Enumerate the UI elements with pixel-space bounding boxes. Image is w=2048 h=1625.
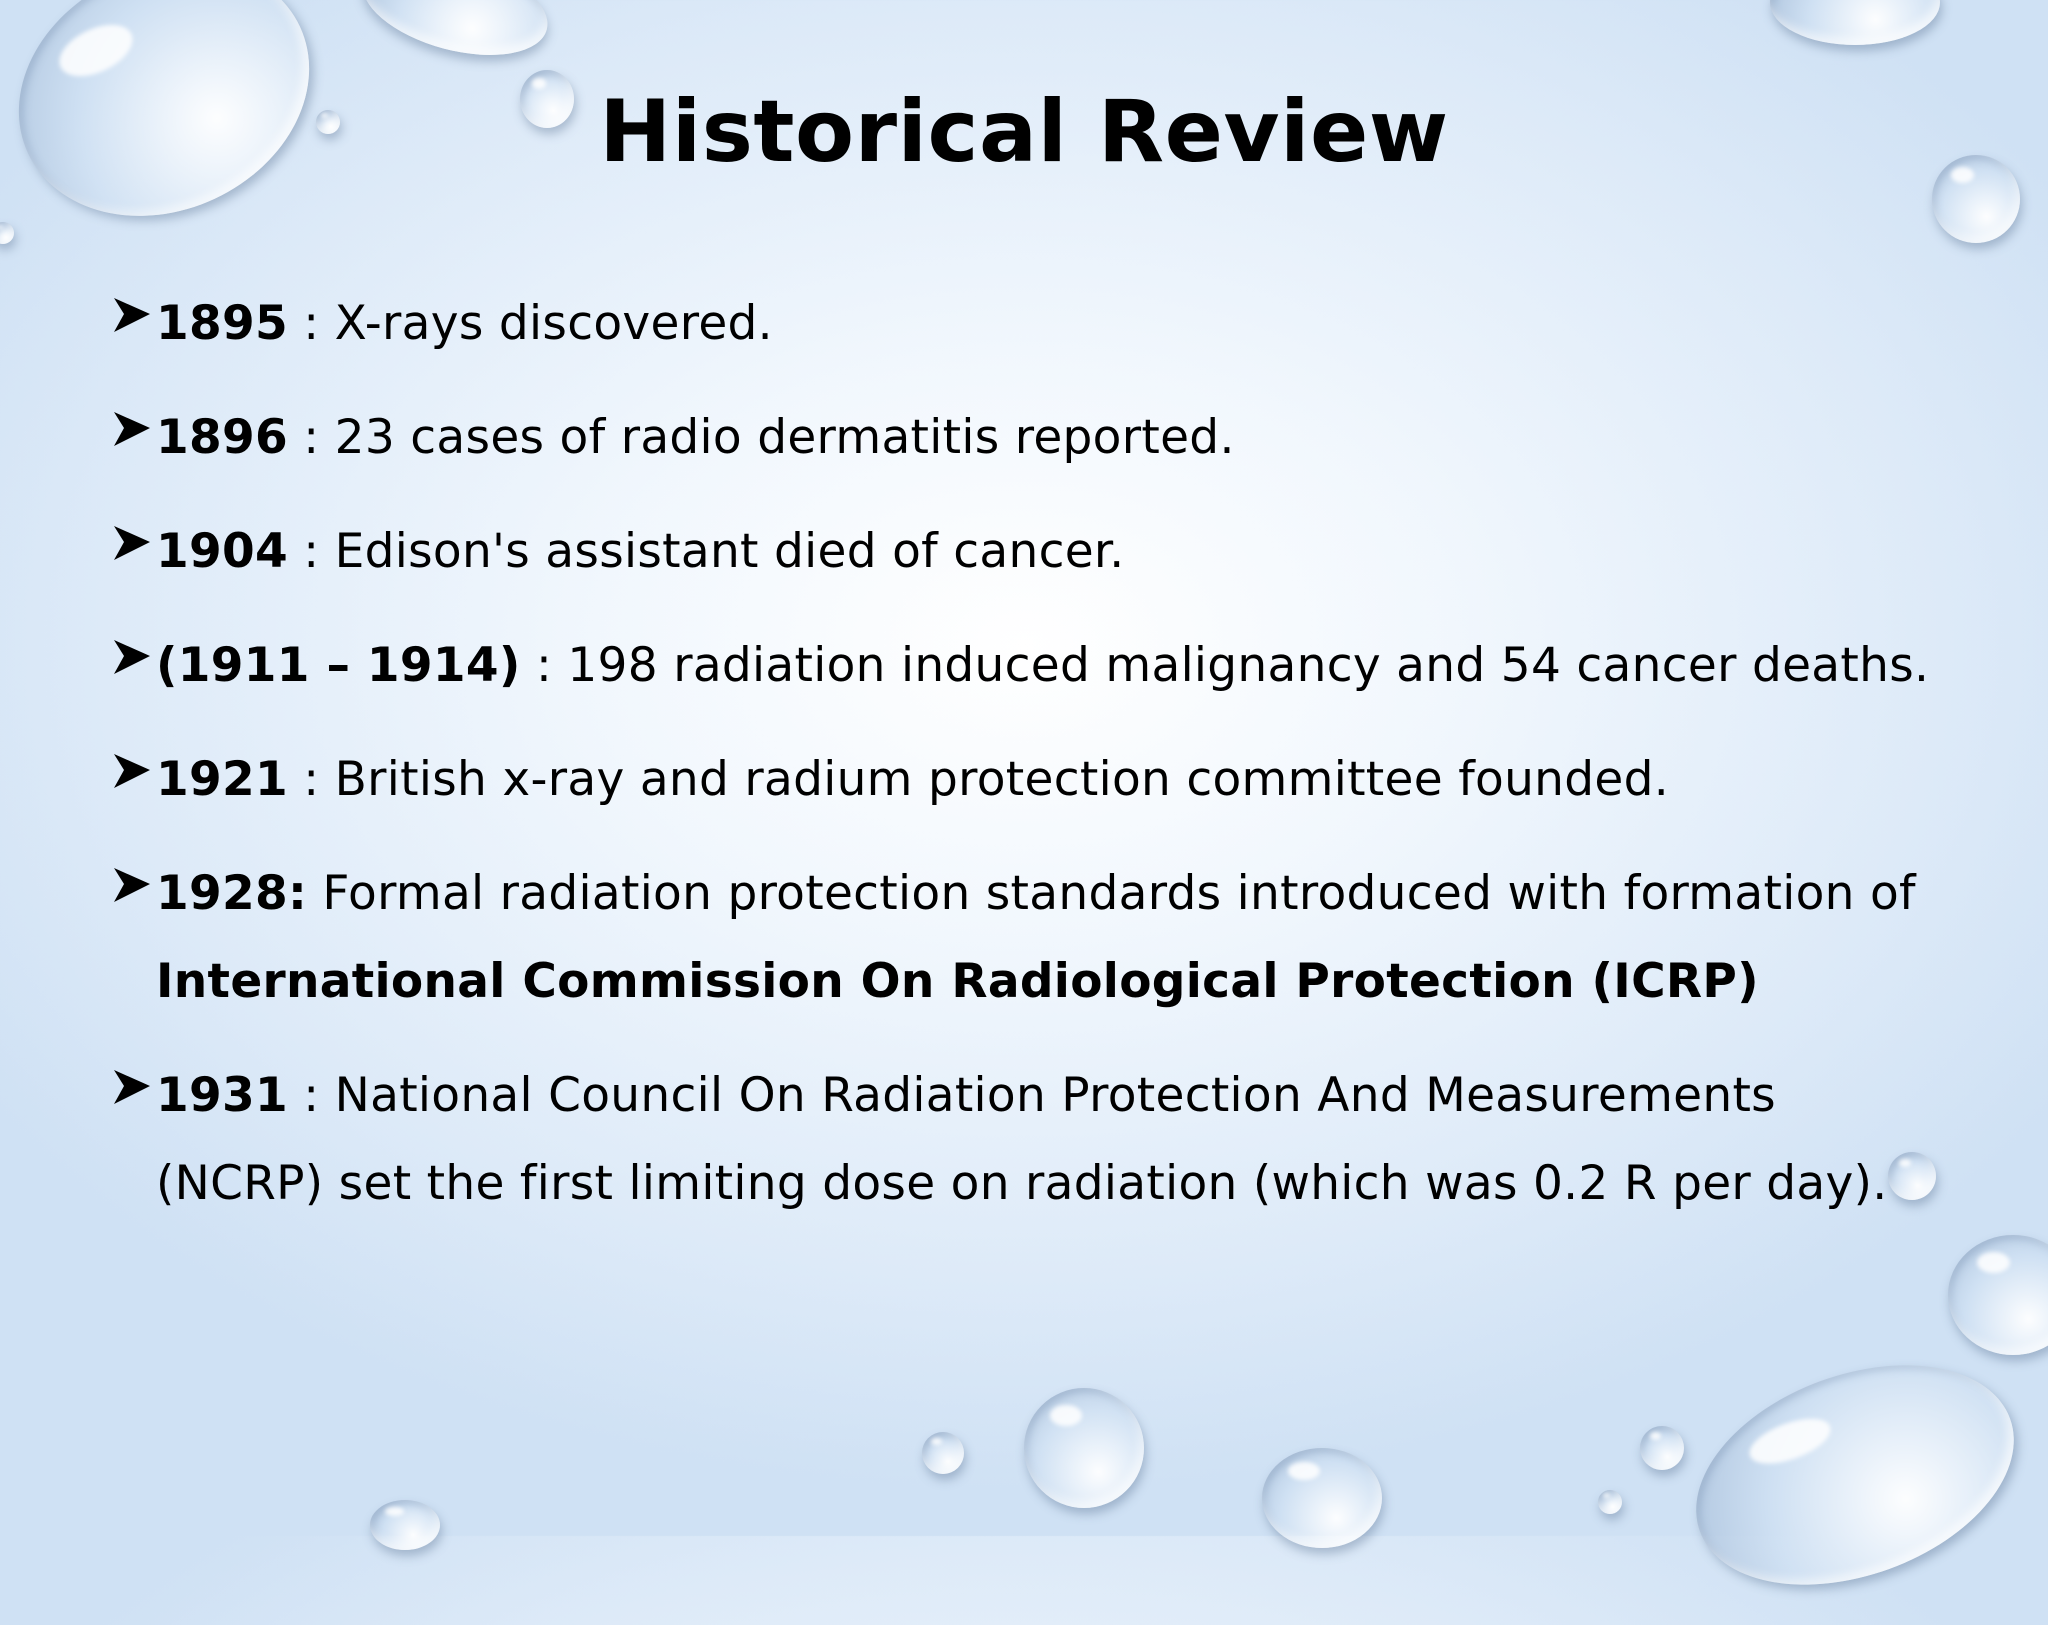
item-separator bbox=[307, 866, 322, 921]
list-item bbox=[108, 622, 1948, 710]
item-description: 198 radiation induced malignancy and 54 cancer deaths. bbox=[567, 638, 1930, 693]
item-description: Edison's assistant died of cancer. bbox=[334, 524, 1125, 579]
water-drop-decoration bbox=[1666, 1325, 2045, 1625]
water-drop-decoration bbox=[370, 1500, 440, 1550]
item-description: Formal radiation protection standards introduced with formation of bbox=[322, 866, 1916, 921]
item-description: National Council On Radiation Protection And Measurements (NCRP) set the first limiting dose on radiation (which was 0.2 R per day). bbox=[156, 1068, 1888, 1211]
list-item bbox=[108, 1052, 1948, 1228]
water-drop-decoration bbox=[1948, 1235, 2048, 1355]
arrowhead-bullet-icon bbox=[108, 1052, 156, 1140]
item-year: 1928: bbox=[156, 866, 308, 921]
item-year: 1896 bbox=[156, 410, 289, 465]
water-drop-decoration bbox=[1640, 1426, 1684, 1470]
water-drop-decoration bbox=[922, 1432, 964, 1474]
arrowhead-bullet-icon bbox=[108, 394, 156, 482]
item-text bbox=[156, 622, 1948, 710]
water-drop-decoration bbox=[1770, 0, 1940, 45]
item-text bbox=[156, 508, 1948, 596]
item-separator: : bbox=[288, 1068, 335, 1123]
slide-title: Historical Review bbox=[599, 82, 1449, 182]
item-description: X-rays discovered. bbox=[334, 296, 773, 351]
arrowhead-bullet-icon bbox=[108, 622, 156, 710]
timeline-list bbox=[108, 280, 1948, 1254]
arrowhead-bullet-icon bbox=[108, 508, 156, 596]
item-text bbox=[156, 394, 1948, 482]
list-item bbox=[108, 850, 1948, 1026]
item-text bbox=[156, 850, 1948, 1026]
item-separator: : bbox=[288, 410, 335, 465]
item-year: 1931 bbox=[156, 1068, 289, 1123]
item-separator: : bbox=[288, 296, 335, 351]
item-separator: : bbox=[288, 752, 335, 807]
item-year: 1921 bbox=[156, 752, 289, 807]
list-item bbox=[108, 394, 1948, 482]
water-drop-decoration bbox=[1598, 1490, 1622, 1514]
list-item bbox=[108, 736, 1948, 824]
item-description: British x-ray and radium protection committee founded. bbox=[334, 752, 1669, 807]
item-year: 1895 bbox=[156, 296, 289, 351]
arrowhead-bullet-icon bbox=[108, 850, 156, 938]
item-text bbox=[156, 736, 1948, 824]
arrowhead-bullet-icon bbox=[108, 280, 156, 368]
item-year: 1904 bbox=[156, 524, 289, 579]
water-drop-decoration bbox=[0, 222, 14, 244]
item-separator: : bbox=[288, 524, 335, 579]
item-separator: : bbox=[520, 638, 568, 693]
water-drop-decoration bbox=[1262, 1448, 1382, 1548]
water-drop-decoration bbox=[1024, 1388, 1144, 1508]
list-item bbox=[108, 508, 1948, 596]
water-drop-decoration bbox=[352, 0, 559, 73]
list-item bbox=[108, 280, 1948, 368]
item-text bbox=[156, 1052, 1948, 1228]
arrowhead-bullet-icon bbox=[108, 736, 156, 824]
item-year: (1911 – 1914) bbox=[156, 638, 521, 693]
item-organization-name: International Commission On Radiological Protection (ICRP) bbox=[156, 954, 1759, 1009]
item-description: 23 cases of radio dermatitis reported. bbox=[334, 410, 1235, 465]
item-text bbox=[156, 280, 1948, 368]
